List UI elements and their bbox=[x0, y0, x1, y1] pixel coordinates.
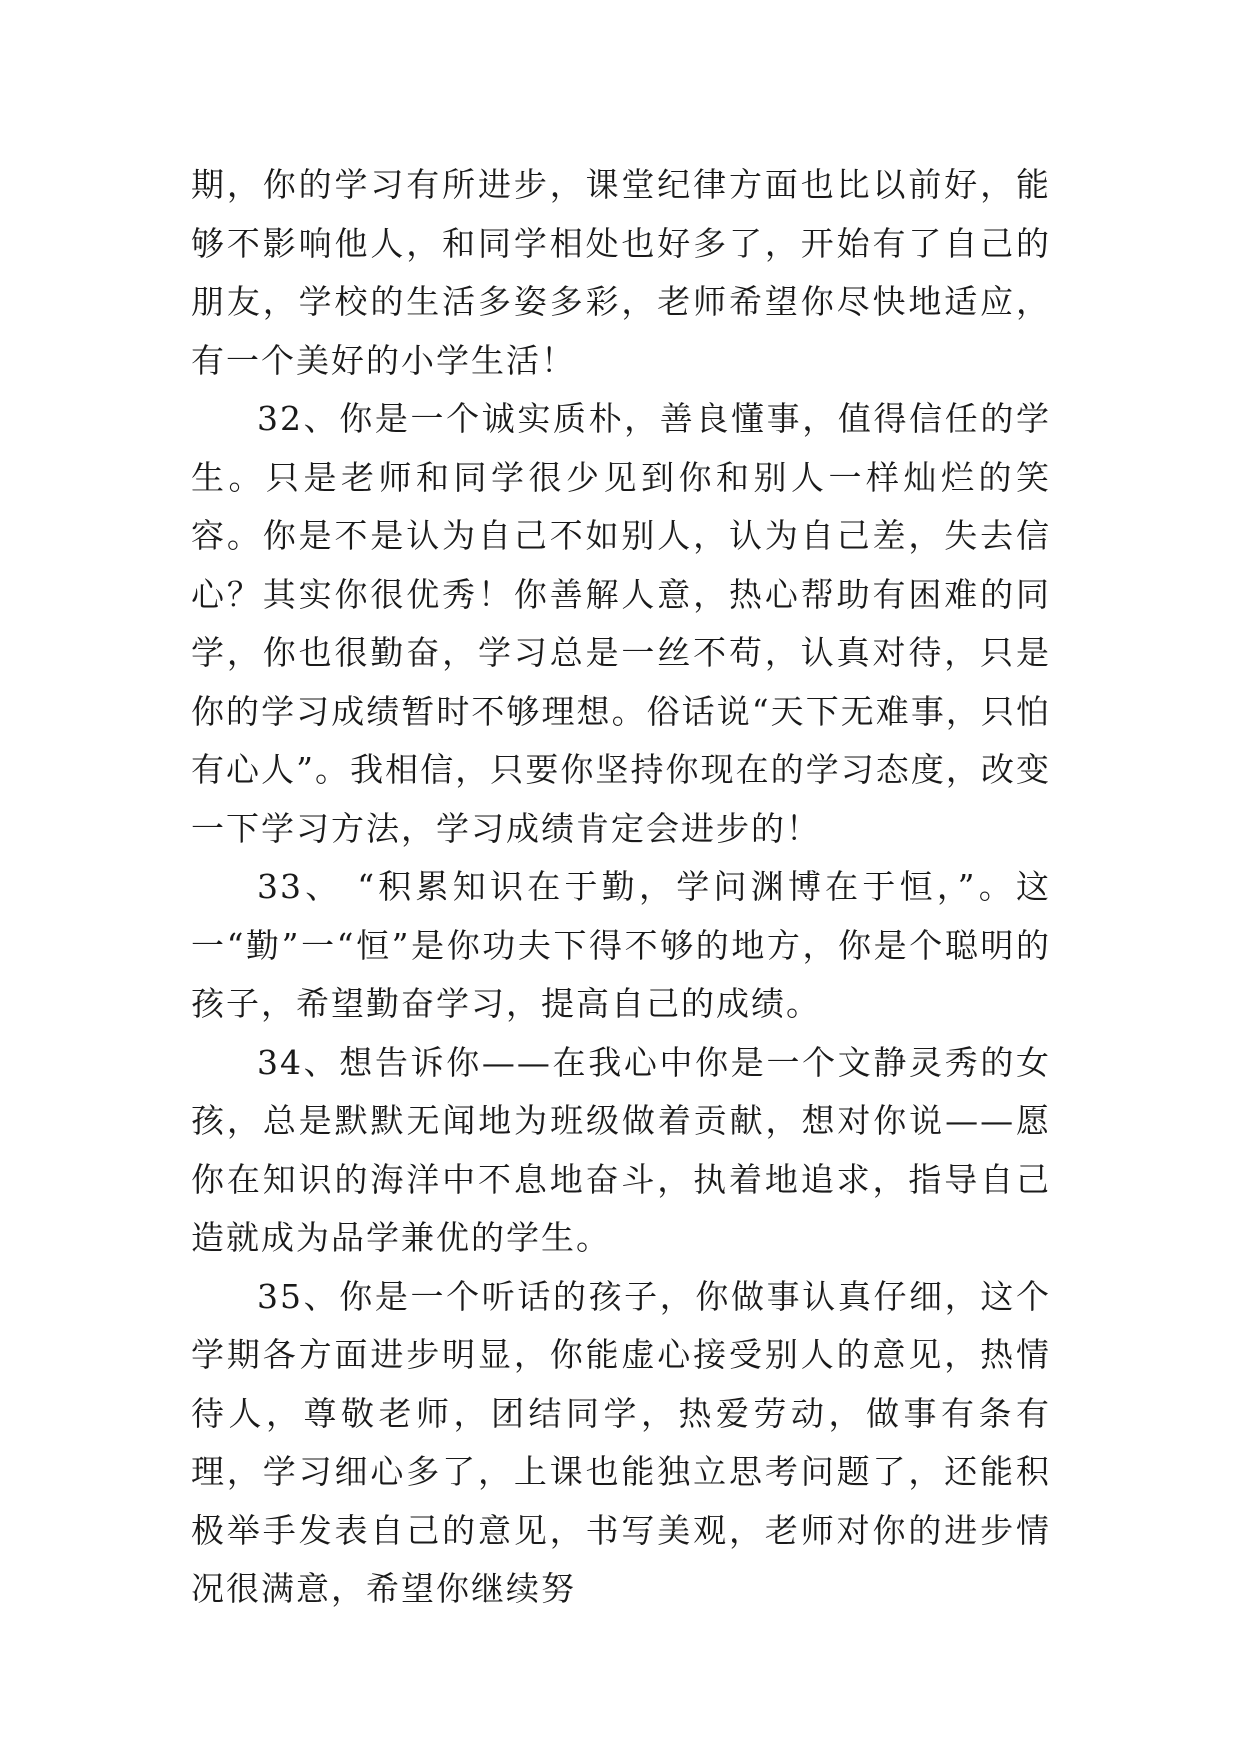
document-body bbox=[191, 156, 1051, 1619]
paragraph-32: 32、你是一个诚实质朴，善良懂事，值得信任的学生。只是老师和同学很少见到你和别人一样灿烂的笑容。你是不是认为自己不如别人，认为自己差，失去信心？其实你很优秀！你善解人意，热心帮助有困难的同学，你也很勤奋，学习总是一丝不苟，认真对待，只是你的学习成绩暂时不够理想。俗话说“天下无难事，只怕有心人”。我相信，只要你坚持你现在的学习态度，改变一下学习方法，学习成绩肯定会进步的！ bbox=[191, 399, 1051, 848]
paragraph-35: 35、你是一个听话的孩子，你做事认真仔细，这个学期各方面进步明显，你能虚心接受别人的意见，热情待人，尊敬老师，团结同学，热爱劳动，做事有条有理，学习细心多了，上课也能独立思考问题了，还能积极举手发表自己的意见，书写美观，老师对你的进步情况很满意，希望你继续努 bbox=[191, 1276, 1051, 1608]
paragraph-34: 34、想告诉你——在我心中你是一个文静灵秀的女孩，总是默默无闻地为班级做着贡献，想对你说——愿你在知识的海洋中不息地奋斗，执着地追求，指导自己造就成为品学兼优的学生。 bbox=[191, 1042, 1051, 1257]
paragraph-continuation: 期，你的学习有所进步，课堂纪律方面也比以前好，能够不影响他人，和同学相处也好多了，开始有了自己的朋友，学校的生活多姿多彩，老师希望你尽快地适应，有一个美好的小学生活！ bbox=[191, 165, 1051, 380]
paragraph-33: 33、 “积累知识在于勤，学问渊博在于恒，”。这一“勤”一“恒”是你功夫下得不够的地方，你是个聪明的孩子，希望勤奋学习，提高自己的成绩。 bbox=[191, 867, 1051, 1023]
